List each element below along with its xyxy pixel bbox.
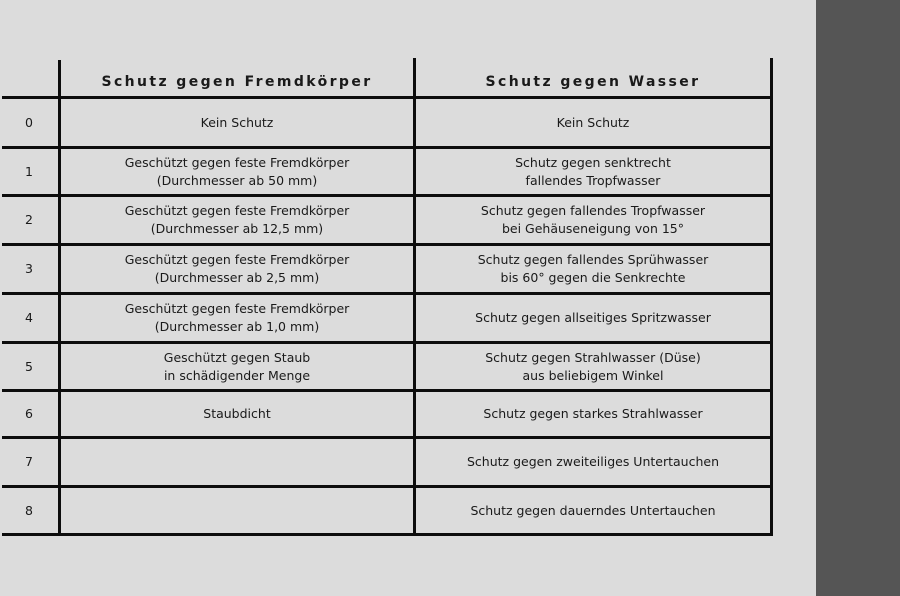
cell-wasser (416, 197, 770, 243)
cell-fremdkoerper (61, 392, 413, 436)
row-index-text: 3 (25, 261, 33, 276)
row-index-text: 7 (25, 454, 33, 469)
cell-wasser-text: Schutz gegen zweiteiliges Untertauchen (467, 454, 719, 469)
row-index (0, 246, 58, 292)
row-index-text: 8 (25, 502, 33, 518)
cell-fremdkoerper-text: Geschützt gegen feste Fremdkörper (Durchmesser ab 1,0 mm) (124, 301, 350, 334)
table-vline (770, 58, 773, 536)
row-index (0, 392, 58, 436)
cell-fremdkoerper (61, 99, 413, 146)
cell-fremdkoerper (61, 149, 413, 194)
cell-fremdkoerper-text: Staubdicht (203, 406, 271, 421)
cell-wasser (416, 439, 770, 485)
cell-fremdkoerper-text: Geschützt gegen feste Fremdkörper (Durchmesser ab 50 mm) (124, 154, 350, 188)
cell-wasser (416, 149, 770, 194)
cell-wasser (416, 344, 770, 389)
cell-fremdkoerper-text: Geschützt gegen feste Fremdkörper (Durchmesser ab 12,5 mm) (124, 203, 350, 236)
table-hline (2, 533, 772, 536)
cell-fremdkoerper-text: Geschützt gegen feste Fremdkörper (Durchmesser ab 2,5 mm) (124, 252, 350, 285)
cell-fremdkoerper (61, 246, 413, 292)
row-index-text: 6 (25, 406, 33, 421)
cell-fremdkoerper (61, 344, 413, 389)
column-header-wasser: Schutz gegen Wasser (485, 74, 701, 90)
cell-wasser-text: Schutz gegen starkes Strahlwasser (483, 406, 703, 421)
row-index-text: 4 (25, 310, 33, 325)
column-header-fremdkoerper: Schutz gegen Fremdkörper (101, 74, 373, 90)
cell-fremdkoerper (61, 295, 413, 341)
row-index-text: 2 (25, 212, 33, 227)
row-index (0, 197, 58, 243)
cell-wasser-text: Schutz gegen Strahlwasser (Düse) aus beliebigem Winkel (485, 349, 701, 383)
cell-fremdkoerper-text: Geschützt gegen Staub in schädigender Menge (163, 349, 311, 383)
cell-fremdkoerper (61, 197, 413, 243)
row-index (0, 149, 58, 194)
row-index-text: 1 (25, 163, 33, 179)
cell-wasser-text: Schutz gegen dauerndes Untertauchen (470, 502, 716, 518)
cell-wasser-text: Kein Schutz (556, 114, 630, 130)
cell-fremdkoerper (61, 488, 413, 533)
cell-wasser (416, 488, 770, 533)
cell-wasser-text: Schutz gegen fallendes Sprühwasser bis 60° gegen die Senkrechte (477, 252, 709, 285)
row-index (0, 439, 58, 485)
cell-wasser-text: Schutz gegen senktrecht fallendes Tropfwasser (515, 154, 671, 188)
row-index (0, 295, 58, 341)
row-index (0, 488, 58, 533)
row-index (0, 344, 58, 389)
row-index (0, 99, 58, 146)
cell-wasser-text: Schutz gegen fallendes Tropfwasser bei Gehäuseneigung von 15° (480, 203, 706, 236)
cell-fremdkoerper-text: Kein Schutz (200, 114, 274, 130)
cell-wasser (416, 295, 770, 341)
row-index-text: 0 (25, 114, 33, 130)
cell-wasser (416, 392, 770, 436)
cell-wasser (416, 246, 770, 292)
row-index-text: 5 (25, 358, 33, 374)
cell-wasser (416, 99, 770, 146)
cell-fremdkoerper (61, 439, 413, 485)
cell-wasser-text: Schutz gegen allseitiges Spritzwasser (475, 310, 711, 325)
